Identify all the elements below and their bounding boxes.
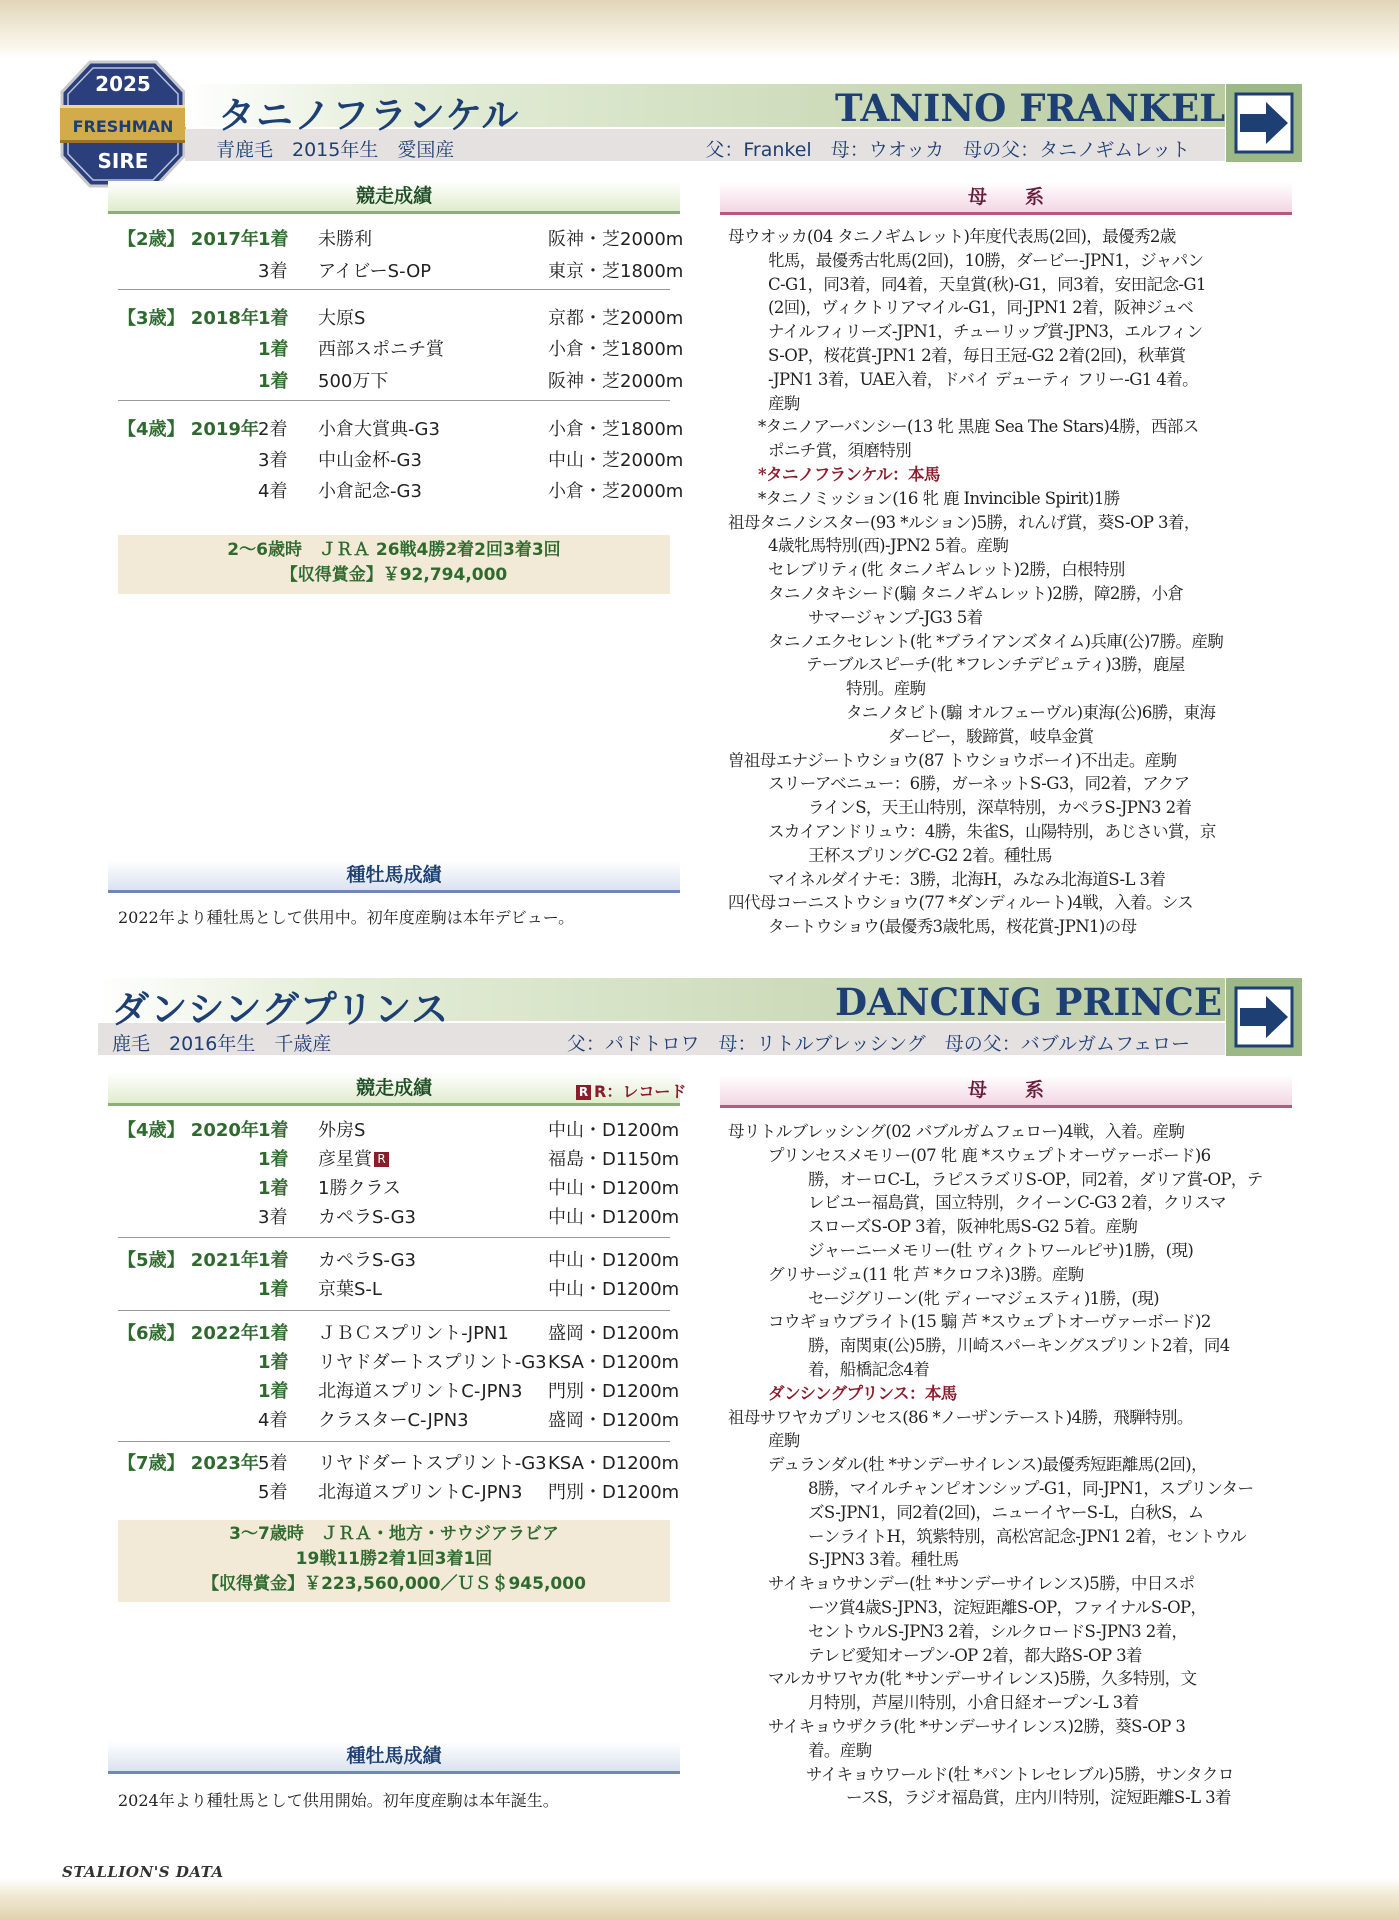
dam-line: ポニチ賞，須磨特別 (768, 441, 912, 461)
divider (118, 1441, 670, 1442)
stud-record-text: 2024年より種牡馬として供用開始。初年度産駒は本年誕生。 (118, 1791, 559, 1810)
race-venue: 盛岡・D1200m (548, 1410, 680, 1431)
race-name (318, 1450, 547, 1478)
race-name (318, 305, 365, 333)
race-venue: 小倉・芝1800m (548, 419, 684, 440)
race-name-text: アイビーS-OP (318, 261, 432, 282)
stud-record-text: 2022年より種牡馬として供用中。初年度産駒は本年デビュー。 (118, 908, 575, 927)
dam-line: レビユー福島賞，国立特別，クイーンC-G3 2着，クリスマ (808, 1193, 1226, 1213)
next-page-button[interactable] (1226, 84, 1302, 162)
race-summary (118, 1520, 670, 1602)
race-row (118, 478, 684, 506)
dam-line: S-OP，桜花賞-JPN1 2着，毎日王冠-G2 2着(2回)，秋華賞 (768, 346, 1186, 365)
race-name-text: 小倉記念-G3 (318, 481, 422, 502)
divider (118, 289, 670, 290)
dam-line: タニノタビト(騸 オルフェーヴル)東海(公)6勝，東海 (846, 703, 1216, 722)
race-venue: 中山・D1200m (548, 1207, 680, 1228)
race-age-year: 【7歳】 2023年 (118, 1453, 259, 1474)
top-decoration-bar (0, 0, 1399, 58)
race-row (118, 1247, 678, 1275)
dam-line: グリサージュ(11 牝 芦 *クロフネ)3勝。産駒 (768, 1264, 1084, 1284)
race-summary (118, 535, 670, 594)
dam-line: ダービー，駿蹄賞，岐阜金賞 (888, 726, 1094, 746)
race-row (118, 447, 684, 475)
dam-line: ナイルフィリーズ-JPN1，チューリップ賞-JPN3，エルフィン (768, 322, 1203, 342)
horse-profile: 青鹿毛 2015年生 愛国産 (216, 139, 455, 161)
race-finish: 1着 (258, 1178, 289, 1199)
race-name (318, 1479, 522, 1507)
race-name-text: 西部スポニチ賞 (318, 339, 444, 360)
dam-line: 特別。産駒 (846, 679, 926, 699)
race-row (118, 1349, 678, 1377)
dam-line: S-JPN3 3着。種牡馬 (808, 1550, 959, 1570)
race-name-text: ＪＢＣスプリント-JPN1 (318, 1323, 509, 1344)
dam-line: タートウショウ(最優秀3歳牝馬，桜花賞-JPN1)の母 (768, 917, 1137, 937)
race-name-text: 1勝クラス (318, 1178, 401, 1199)
race-finish: 2着 (258, 419, 288, 440)
race-name-text: 外房S (318, 1120, 366, 1141)
horse-pedigree: 父：Frankel 母：ウオッカ 母の父：タニノギムレット (705, 139, 1190, 161)
dam-line: タニノタキシード(騸 タニノギムレット)2勝，障2勝，小倉 (768, 584, 1184, 603)
dam-line: ーンライトH，筑紫特別，高松宮記念-JPN1 2着，セントウル (808, 1526, 1246, 1546)
race-row (118, 1204, 678, 1232)
dam-line: ダンシングプリンス：本馬 (768, 1383, 957, 1403)
dam-line: スカイアンドリュウ：4勝，朱雀S，山陽特別，あじさい賞，京 (768, 822, 1216, 841)
race-name-text: 京葉S-L (318, 1279, 382, 1300)
race-age-year: 【3歳】 2018年 (118, 308, 259, 329)
record-legend (576, 1079, 686, 1102)
horse-header-2 (0, 978, 1399, 1060)
race-name-text: 中山金杯-G3 (318, 450, 422, 471)
arrow-right-icon (1234, 986, 1294, 1048)
horse-profile: 鹿毛 2016年生 千歳産 (112, 1033, 332, 1055)
dam-line: マルカサワヤカ(牝 *サンデーサイレンス)5勝，久多特別，文 (768, 1669, 1197, 1689)
horse-name-english: DANCING PRINCE (835, 980, 1223, 1024)
race-row (118, 1117, 678, 1145)
race-row (118, 1450, 678, 1478)
race-finish: 4着 (258, 481, 288, 502)
race-finish: 1着 (258, 1381, 289, 1402)
dam-line: 四代母コーニストウショウ(77 *ダンディルート)4戦，入着。シス (728, 893, 1194, 913)
race-record-heading: 競走成績 (108, 181, 680, 214)
badge-sire: SIRE (97, 149, 149, 173)
divider (118, 1237, 670, 1238)
race-finish: 1着 (258, 1352, 289, 1373)
race-finish: 5着 (258, 1482, 288, 1503)
record-icon: R (374, 1152, 389, 1167)
dam-line: ラインS，天王山特別，深草特別，カペラS-JPN3 2着 (808, 798, 1192, 818)
race-row (118, 368, 684, 396)
dam-line: 着，船橋記念4着 (808, 1360, 930, 1379)
badge-year: 2025 (95, 72, 151, 96)
race-name-text: 彦星賞 (318, 1149, 372, 1170)
race-row (118, 1378, 678, 1406)
race-venue: 中山・D1200m (548, 1178, 680, 1199)
horse-header-1 (0, 84, 1399, 166)
race-name (318, 336, 444, 364)
race-venue: 門別・D1200m (548, 1482, 680, 1503)
race-venue: 福島・D1150m (548, 1149, 680, 1170)
race-age-year: 【4歳】 2020年 (118, 1120, 259, 1141)
dam-line: 牝馬，最優秀古牝馬(2回)，10勝，ダービー-JPN1，ジャパン (768, 250, 1204, 270)
race-name (318, 1407, 469, 1435)
race-finish: 1着 (258, 1279, 289, 1300)
dam-line: タニノエクセレント(牝 *ブライアンズタイム)兵庫(公)7勝。産駒 (768, 631, 1224, 651)
dam-line: *タニノフランケル：本馬 (758, 465, 940, 484)
race-name-text: カペラS-G3 (318, 1250, 416, 1271)
dam-line: 月特別，芦屋川特別，小倉日経オープン-L 3着 (808, 1693, 1139, 1713)
dam-line-heading: 母 系 (720, 182, 1292, 215)
dam-line: セントウルS-JPN3 2着，シルクロードS-JPN3 2着， (808, 1621, 1188, 1641)
stud-record-heading: 種牡馬成績 (108, 1741, 680, 1774)
race-name-text: カペラS-G3 (318, 1207, 416, 1228)
race-finish: 1着 (258, 1149, 289, 1170)
dam-line: 母リトルブレッシング(02 バブルガムフェロー)4戦，入着。産駒 (728, 1122, 1185, 1141)
race-name (318, 1320, 509, 1348)
race-finish: 3着 (258, 261, 288, 282)
divider (118, 1310, 670, 1311)
dam-line: ースS，ラジオ福島賞，庄内川特別，淀短距離S-L 3着 (846, 1788, 1231, 1808)
race-name-text: リヤドダートスプリント-G3 (318, 1352, 547, 1373)
horse-name-kana: ダンシングプリンス (112, 988, 450, 1031)
dam-line: 産駒 (768, 393, 800, 413)
race-row (118, 1276, 678, 1304)
race-venue: 中山・D1200m (548, 1120, 680, 1141)
horse-pedigree: 父：パドトロワ 母：リトルブレッシング 母の父：バブルガムフェロー (566, 1033, 1190, 1055)
race-venue: 盛岡・D1200m (548, 1323, 680, 1344)
dam-line: ーツ賞4歳S-JPN3，淀短距離S-OP，ファイナルS-OP， (808, 1598, 1207, 1617)
race-finish: 1着 (258, 339, 289, 360)
dam-line: コウギョウブライト(15 騸 芦 *スウェプトオーヴァーボード)2 (768, 1312, 1211, 1332)
dam-line-heading: 母 系 (720, 1075, 1292, 1108)
race-name (318, 478, 422, 506)
race-row (118, 1479, 678, 1507)
dam-line: 王杯スプリングC-G2 2着。種牡馬 (808, 845, 1052, 865)
race-finish: 3着 (258, 450, 288, 471)
race-name-text: 500万下 (318, 371, 389, 392)
race-finish: 5着 (258, 1453, 288, 1474)
race-finish: 1着 (258, 1120, 289, 1141)
dam-line: *タニノミッション(16 牝 鹿 Invincible Spirit)1勝 (758, 488, 1120, 508)
divider (118, 400, 670, 401)
dam-line: ズS-JPN1，同2着(2回)，ニューイヤーS-L，白秋S，ム (808, 1502, 1204, 1522)
race-finish: 3着 (258, 1207, 288, 1228)
race-venue: 阪神・芝2000m (548, 371, 684, 392)
dam-line: 産駒 (768, 1431, 800, 1451)
race-venue: KSA・D1200m (548, 1352, 680, 1373)
race-row (118, 258, 684, 286)
dam-line: 8勝，マイルチャンピオンシップ-G1，同-JPN1，スプリンター (808, 1479, 1254, 1498)
race-name (318, 368, 388, 396)
race-age-year: 【2歳】 2017年 (118, 229, 259, 250)
summary-line: 2～6歳時 ＪＲＡ 26戦4勝2着2回3着3回 (227, 540, 561, 560)
race-name (318, 258, 431, 286)
dam-line: 4歳牝馬特別(西)-JPN2 5着。産駒 (768, 536, 1009, 556)
badge-freshman: FRESHMAN (72, 117, 174, 136)
race-row (118, 1146, 678, 1174)
race-venue: 中山・芝2000m (548, 450, 684, 471)
dam-line: 着。産駒 (808, 1740, 872, 1760)
dam-line: 祖母タニノシスター(93 *ルション)5勝，れんげ賞，葵S-OP 3着， (728, 512, 1200, 532)
dam-line: スリーアベニュー：6勝，ガーネットS-G3，同2着，アクア (768, 774, 1190, 794)
dam-line: 勝，南関東(公)5勝，川崎スパーキングスプリント2着，同4 (808, 1336, 1230, 1356)
dam-line: 曽祖母エナジートウショウ(87 トウショウボーイ)不出走。産駒 (728, 750, 1177, 770)
race-row (118, 1407, 678, 1435)
race-name (318, 447, 422, 475)
race-name (318, 226, 372, 254)
race-age-year: 【5歳】 2021年 (118, 1250, 259, 1271)
race-name-text: リヤドダートスプリント-G3 (318, 1453, 547, 1474)
summary-line: 19戦11勝2着1回3着1回 (295, 1549, 493, 1569)
dam-line: ジャーニーメモリー(牡 ヴィクトワールピサ)1勝，(現) (808, 1241, 1194, 1260)
dam-line: デュランダル(牡 *サンデーサイレンス)最優秀短距離馬(2回)， (768, 1455, 1207, 1475)
bottom-decoration-bar (0, 1878, 1399, 1920)
race-finish: 4着 (258, 1410, 288, 1431)
race-venue: 小倉・芝1800m (548, 339, 684, 360)
race-venue: 京都・芝2000m (548, 308, 684, 329)
dam-line: セージグリーン(牝 ディーマジェスティ)1勝，(現) (808, 1288, 1159, 1308)
dam-line: プリンセスメモリー(07 牝 鹿 *スウェプトオーヴァーボード)6 (768, 1145, 1211, 1165)
race-name (318, 1146, 389, 1174)
race-row (118, 1175, 678, 1203)
race-name-text: 小倉大賞典-G3 (318, 419, 440, 440)
dam-line: *タニノアーバンシー(13 牝 黒鹿 Sea The Stars)4勝，西部ス (758, 417, 1199, 437)
race-name (318, 1204, 416, 1232)
race-name (318, 1378, 522, 1406)
horse-name-kana: タニノフランケル (218, 94, 520, 137)
dam-line: 祖母サワヤカプリンセス(86 *ノーザンテースト)4勝，飛騨特別。 (728, 1407, 1193, 1427)
race-name-text: 大原S (318, 308, 366, 329)
race-finish: 1着 (258, 1250, 289, 1271)
race-finish: 1着 (258, 371, 289, 392)
record-icon: R (576, 1085, 591, 1100)
race-finish: 1着 (258, 308, 289, 329)
summary-prize: 【収得賞金】￥223,560,000／ＵＳ＄945,000 (202, 1574, 586, 1594)
dam-line: テレビ愛知オープン-OP 2着，都大路S-OP 3着 (808, 1645, 1142, 1665)
race-name (318, 1276, 382, 1304)
race-name-text: 未勝利 (318, 229, 372, 250)
dam-line: C-G1，同3着，同4着，天皇賞(秋)-G1，同3着，安田記念-G1 (768, 274, 1206, 294)
race-row (118, 336, 684, 364)
dam-line: サイキョウワールド(牡 *パントレセレブル)5勝，サンタクロ (806, 1764, 1234, 1784)
dam-line: サイキョウザクラ(牝 *サンデーサイレンス)2勝，葵S-OP 3 (768, 1717, 1186, 1736)
race-venue: 阪神・芝2000m (548, 229, 684, 250)
record-legend-text: R：レコード (594, 1082, 687, 1101)
dam-line: テーブルスピーチ(牝 *フレンチデピュティ)3勝，鹿屋 (806, 655, 1185, 675)
race-venue: 東京・芝1800m (548, 261, 684, 282)
race-finish: 1着 (258, 1323, 289, 1344)
next-page-button[interactable] (1226, 978, 1302, 1056)
dam-line: マイネルダイナモ：3勝，北海H，みなみ北海道S-L 3着 (768, 869, 1166, 889)
race-name (318, 1175, 401, 1203)
race-name (318, 1349, 547, 1377)
stud-record-heading: 種牡馬成績 (108, 860, 680, 893)
race-name (318, 1247, 416, 1275)
race-row (118, 1320, 678, 1348)
race-row (118, 416, 684, 444)
arrow-right-icon (1234, 92, 1294, 154)
summary-prize: 【収得賞金】￥92,794,000 (280, 565, 508, 585)
summary-line: 3～7歳時 ＪＲＡ・地方・サウジアラビア (229, 1524, 559, 1544)
dam-line: サイキョウサンデー(牡 *サンデーサイレンス)5勝，中日スポ (768, 1574, 1195, 1594)
dam-line: 母ウオッカ(04 タニノギムレット)年度代表馬(2回)，最優秀2歳 (728, 227, 1176, 246)
race-finish: 1着 (258, 229, 289, 250)
race-name-text: 北海道スプリントC-JPN3 (318, 1381, 523, 1402)
dam-line: (2回)，ヴィクトリアマイル-G1，同-JPN1 2着，阪神ジュベ (768, 298, 1194, 318)
dam-line: -JPN1 3着，UAE入着，ドバイ デューティ フリー-G1 4着。 (768, 369, 1199, 389)
footer-label: STALLION'S DATA (62, 1863, 224, 1881)
dam-line: スローズS-OP 3着，阪神牝馬S-G2 5着。産駒 (808, 1217, 1138, 1237)
dam-line: 勝，オーロC-L，ラピスラズリS-OP，同2着，ダリア賞-OP，テ (808, 1169, 1263, 1189)
race-venue: 小倉・芝2000m (548, 481, 684, 502)
race-age-year: 【6歳】 2022年 (118, 1323, 259, 1344)
race-venue: KSA・D1200m (548, 1453, 680, 1474)
race-venue: 中山・D1200m (548, 1250, 680, 1271)
race-venue: 中山・D1200m (548, 1279, 680, 1300)
race-venue: 門別・D1200m (548, 1381, 680, 1402)
horse-name-english: TANINO FRANKEL (835, 86, 1226, 130)
race-age-year: 【4歳】 2019年 (118, 419, 259, 440)
dam-line: セレブリティ(牝 タニノギムレット)2勝，白根特別 (768, 560, 1125, 580)
dam-line: サマージャンプ-JG3 5着 (808, 607, 983, 627)
race-row (118, 226, 684, 254)
race-name (318, 416, 440, 444)
race-name (318, 1117, 365, 1145)
race-record-heading: 競走成績 (108, 1073, 680, 1106)
race-name-text: クラスターC-JPN3 (318, 1410, 469, 1431)
race-row (118, 305, 684, 333)
race-name-text: 北海道スプリントC-JPN3 (318, 1482, 523, 1503)
